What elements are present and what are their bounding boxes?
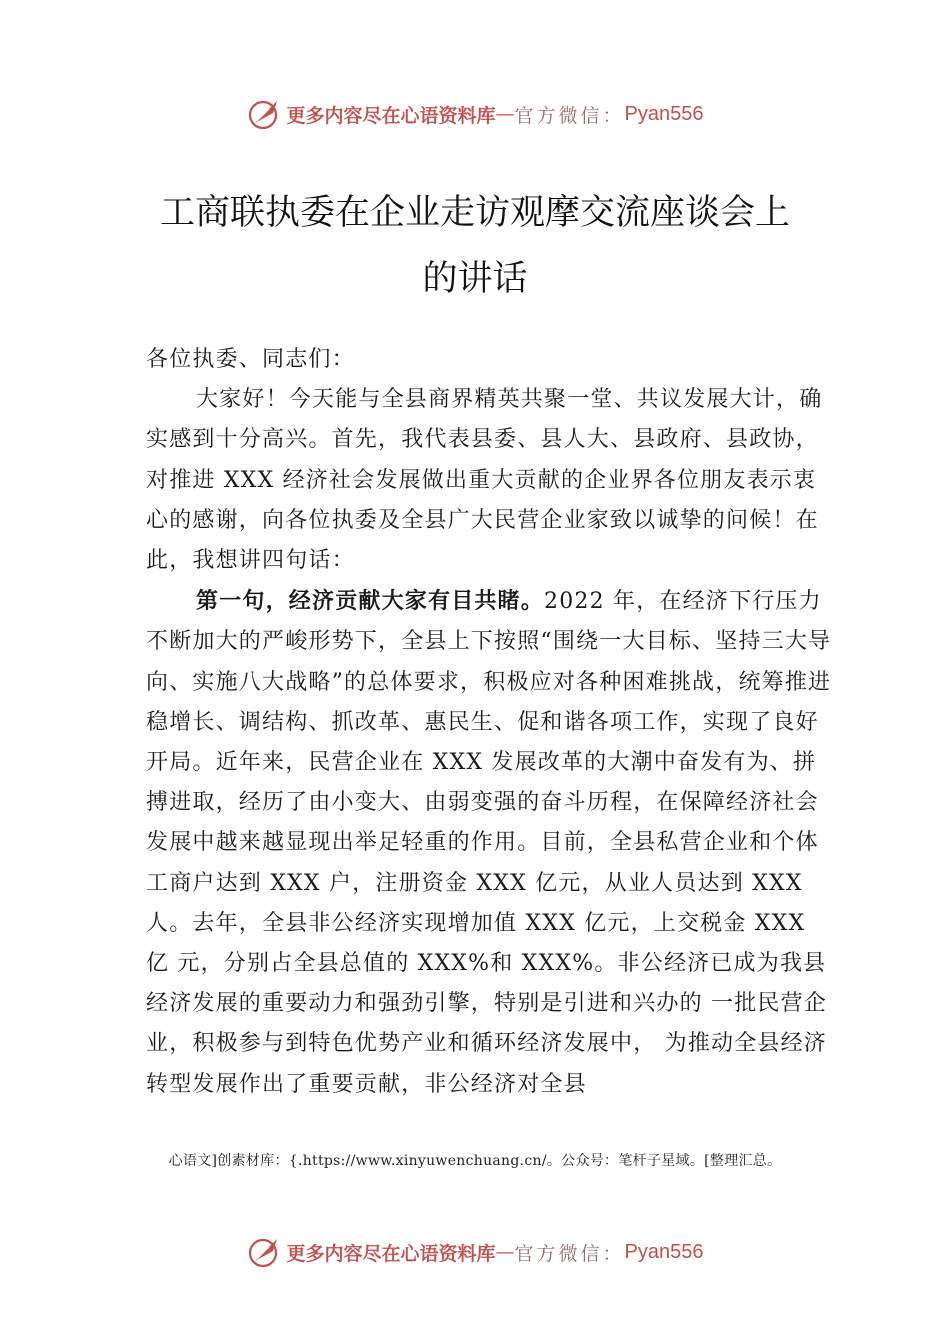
paragraph-2-body: 2022 年，在经济下行压力不断加大的严峻形势下，全县上下按照“围绕一大目标、坚持三大导向、实施八大战略”的总体要求，积极应对各种困难挑战，统筹推进稳增长、调结构、抓改革、惠民生、促和谐各项工作，实现了良好开局。近年来，民营企业在 XXX 发展改革的大潮中奋发有为、拼搏进取，经历了由小变大、由弱变强的奋斗历程，在保障经济社会发展中越来越显现出举足轻重的作用。目前，全县私营企业和个体工商户达到 XXX 户，注册资金 XXX 亿元，从业人员达到 XXX 人。去年，全县非公经济实现增加值 XXX 亿元，上交税金 XXX 亿 元，分别占全县总值的 XXX%和 XXX%。非公经济已成为我县经济发展的重要动力和强劲引擎，特别是引进和兴办的 一批民营企业，积极参与到特色优势产业和循环经济发展中， 为推动全县经济转型发展作出了重要贡献，非公经济对全县	[146, 589, 832, 1097]
banner-brand-text: 更多内容尽在心语资料库	[286, 1242, 496, 1265]
banner-wechat-id: Pyan556	[624, 1240, 704, 1263]
document-body	[146, 340, 836, 1105]
banner-wechat-id: Pyan556	[624, 102, 704, 125]
document-title	[100, 180, 850, 312]
banner-brand-text: 更多内容尽在心语资料库	[286, 104, 496, 127]
paragraph-2	[146, 581, 836, 1105]
banner-wechat-label: 官方微信：	[514, 1242, 625, 1265]
quill-logo-icon	[247, 96, 283, 132]
source-footnote: 心语文]创素材库：{.https://www.xinyuwenchuang.cn/。公众号：笔杆子星域。[整理汇总。	[168, 1153, 782, 1169]
banner-dash: —	[495, 103, 515, 125]
title-line-2: 的讲话	[422, 259, 528, 299]
quill-logo-icon	[247, 1234, 283, 1270]
header-banner	[0, 94, 950, 134]
title-line-1: 工商联执委在企业走访观摩交流座谈会上	[159, 193, 790, 233]
salutation: 各位执委、同志们：	[146, 347, 355, 372]
footer-banner	[0, 1232, 950, 1272]
paragraph-2-heading: 第一句，经济贡献大家有目共睹。	[196, 588, 545, 615]
banner-wechat-label: 官方微信：	[514, 104, 625, 127]
banner-dash: —	[495, 1241, 515, 1263]
paragraph-1: 大家好！今天能与全县商界精英共聚一堂、共议发展大计，确实感到十分高兴。首先，我代表县委、县人大、县政府、县政协，对推进 XXX 经济社会发展做出重大贡献的企业界各位朋友表示衷心的感谢，向各位执委及全县广大民营企业家致以诚挚的问候！在此，我想讲四句话：	[146, 387, 823, 574]
